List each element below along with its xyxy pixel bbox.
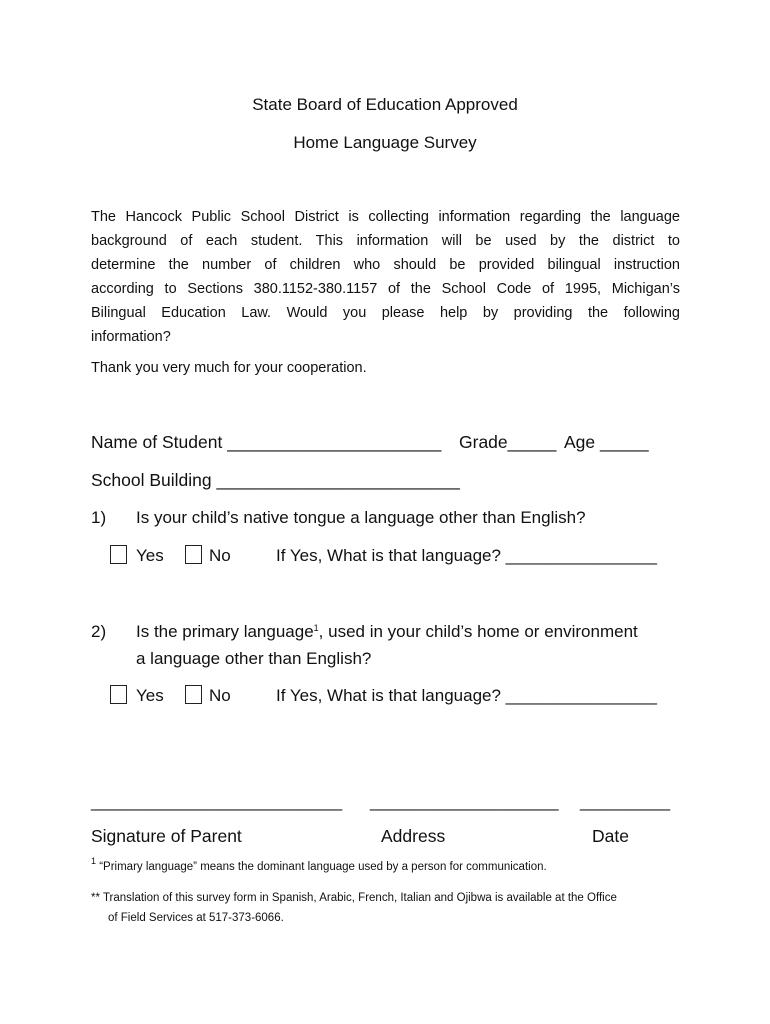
q1-no-label: No (209, 546, 231, 565)
footnote-1 (91, 856, 547, 873)
q1-yes-checkbox[interactable] (110, 545, 127, 564)
q2-no-checkbox[interactable] (185, 685, 202, 704)
q1-yes-label: Yes (136, 546, 164, 565)
signature-date-line[interactable]: __________ (580, 792, 670, 811)
footnote-translation: ** Translation of this survey form in Spanish, Arabic, French, Italian and Ojibwa is available at the Office (91, 892, 617, 904)
intro-line: information? (91, 329, 171, 345)
thanks-text: Thank you very much for your cooperation. (91, 360, 367, 376)
footnote-1-text: “Primary language” means the dominant language used by a person for communication. (99, 861, 547, 873)
page-subtitle: Home Language Survey (293, 133, 477, 152)
q2-yes-label: Yes (136, 686, 164, 705)
signature-address-line[interactable]: _____________________ (370, 792, 559, 811)
q2-yes-checkbox[interactable] (110, 685, 127, 704)
intro-paragraph (91, 205, 680, 349)
signature-parent-line[interactable]: ____________________________ (91, 792, 342, 811)
footnote-ref: 1 (313, 623, 319, 633)
intro-line: The Hancock Public School District is collecting information regarding the language (91, 209, 680, 225)
footnote-1-mark: 1 (91, 856, 97, 866)
q1-no-checkbox[interactable] (185, 545, 202, 564)
age-field[interactable]: Age _____ (564, 432, 649, 452)
page-title: State Board of Education Approved (252, 95, 518, 114)
footnote-translation-line2: of Field Services at 517-373-6066. (108, 912, 284, 924)
intro-line: determine the number of children who should be provided bilingual instruction (91, 257, 680, 273)
question-2-text-b: , used in your child’s home or environment (318, 622, 638, 641)
q2-language-field[interactable]: If Yes, What is that language? ________________ (276, 686, 657, 705)
date-label: Date (592, 826, 629, 846)
intro-line: background of each student. This information will be used by the district to (91, 233, 680, 249)
q1-language-field[interactable]: If Yes, What is that language? ________________ (276, 546, 657, 565)
question-2-number: 2) (91, 622, 107, 641)
school-building-field[interactable]: School Building _________________________ (91, 470, 460, 490)
question-1-text: Is your child’s native tongue a language other than English? (136, 508, 586, 527)
intro-line: Bilingual Education Law. Would you please help by providing the following (91, 305, 680, 321)
question-1-number: 1) (91, 508, 107, 527)
q2-no-label: No (209, 686, 231, 705)
question-2-text-a: Is the primary language (136, 622, 314, 641)
intro-line: according to Sections 380.1152-380.1157 of the School Code of 1995, Michigan’s (91, 281, 680, 297)
grade-field[interactable]: Grade_____ (459, 432, 557, 452)
question-2-text (136, 622, 638, 642)
student-name-field[interactable]: Name of Student ______________________ (91, 432, 442, 452)
question-2-text-line2: a language other than English? (136, 649, 372, 668)
signature-parent-label: Signature of Parent (91, 826, 242, 846)
address-label: Address (381, 826, 446, 846)
